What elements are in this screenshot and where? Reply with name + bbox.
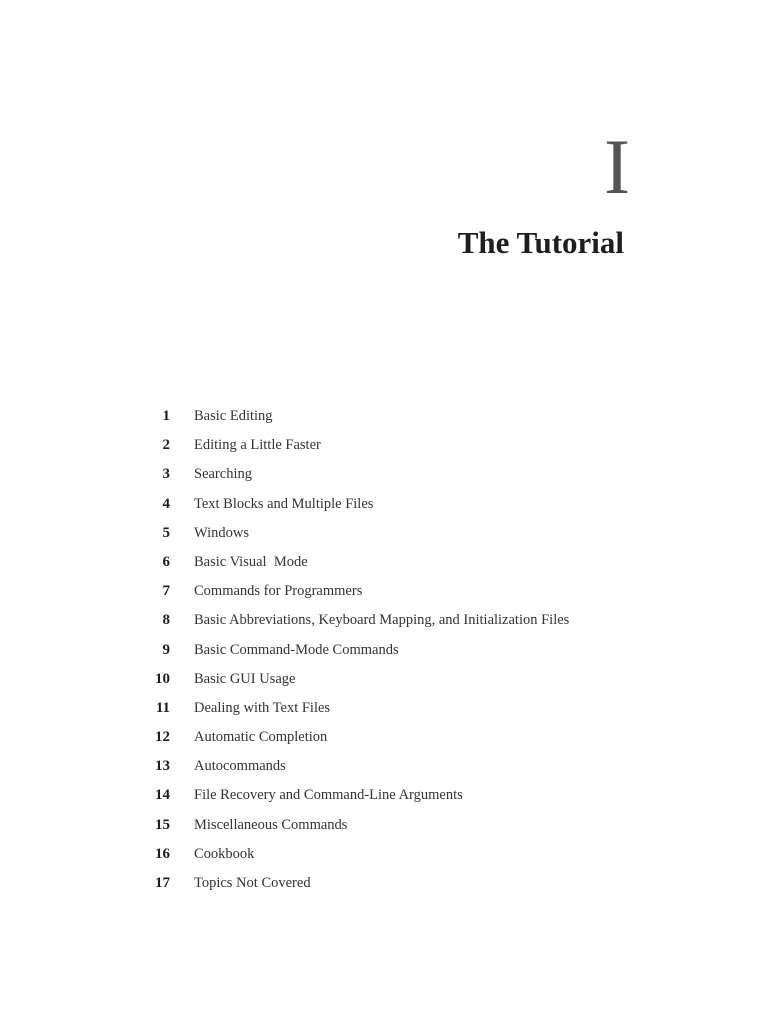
chapter-title: Editing a Little Faster (194, 437, 321, 454)
chapter-title: Text Blocks and Multiple Files (194, 495, 374, 512)
chapter-entry (140, 875, 569, 904)
chapter-title: Basic GUI Usage (194, 670, 296, 687)
chapter-entry (140, 583, 569, 612)
chapter-number: 2 (162, 437, 170, 454)
chapter-list (140, 408, 569, 904)
chapter-number: 10 (155, 670, 170, 687)
chapter-entry (140, 496, 569, 525)
chapter-number: 16 (155, 845, 170, 862)
chapter-entry (140, 758, 569, 787)
chapter-number: 6 (162, 553, 170, 570)
chapter-entry (140, 700, 569, 729)
chapter-entry (140, 846, 569, 875)
chapter-number: 17 (155, 875, 170, 891)
chapter-title: Basic Visual Mode (194, 553, 308, 570)
chapter-title: Dealing with Text Files (194, 699, 331, 716)
part-title: The Tutorial (457, 225, 624, 260)
chapter-title: Windows (194, 524, 249, 541)
chapter-number: 14 (155, 787, 170, 804)
chapter-number: 13 (155, 758, 170, 775)
chapter-number: 11 (155, 699, 170, 716)
chapter-entry (140, 817, 569, 846)
chapter-title: Searching (194, 466, 252, 483)
chapter-number: 1 (162, 408, 170, 424)
chapter-title: Commands for Programmers (194, 583, 363, 600)
part-numeral: I (604, 123, 630, 210)
chapter-entry (140, 466, 569, 495)
chapter-title: Miscellaneous Commands (194, 816, 348, 833)
chapter-entry (140, 408, 569, 437)
chapter-title: File Recovery and Command-Line Arguments (194, 787, 463, 804)
chapter-entry (140, 525, 569, 554)
chapter-entry (140, 787, 569, 816)
chapter-number: 15 (155, 816, 170, 833)
chapter-title: Automatic Completion (194, 729, 328, 746)
chapter-title: Autocommands (194, 758, 286, 775)
chapter-number: 3 (162, 466, 170, 483)
chapter-entry (140, 437, 569, 466)
chapter-title: Basic Command-Mode Commands (194, 641, 399, 658)
chapter-number: 5 (162, 524, 170, 541)
chapter-title: Topics Not Covered (194, 875, 311, 891)
chapter-title: Cookbook (194, 845, 255, 862)
chapter-entry (140, 642, 569, 671)
chapter-number: 12 (155, 729, 170, 746)
chapter-number: 9 (162, 641, 170, 658)
chapter-title: Basic Editing (194, 408, 273, 424)
chapter-number: 8 (162, 612, 170, 629)
chapter-entry (140, 729, 569, 758)
chapter-entry (140, 554, 569, 583)
chapter-title: Basic Abbreviations, Keyboard Mapping, and Initialization Files (194, 612, 570, 629)
chapter-number: 4 (162, 495, 170, 512)
chapter-entry (140, 612, 569, 641)
chapter-entry (140, 671, 569, 700)
chapter-number: 7 (162, 583, 170, 600)
